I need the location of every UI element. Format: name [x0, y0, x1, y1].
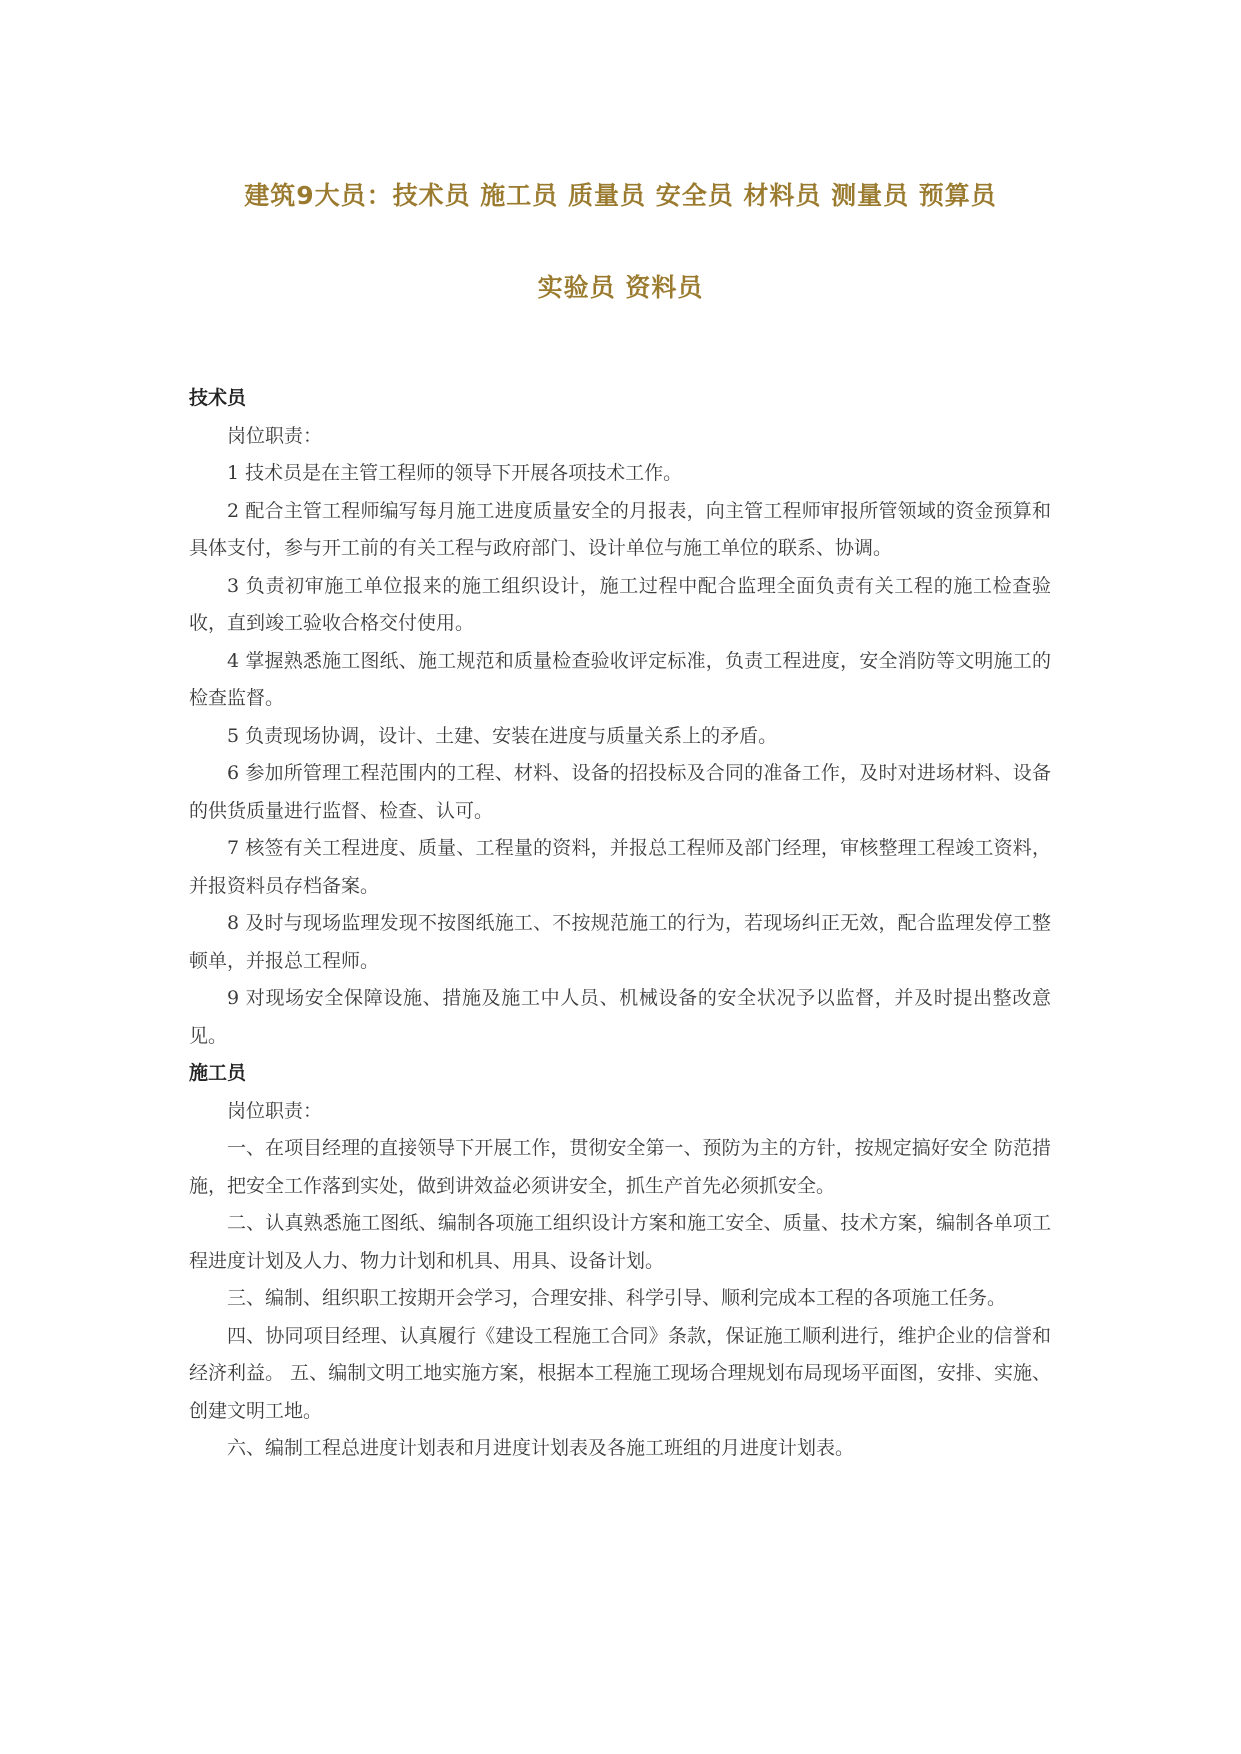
- duty-item: 6 参加所管理工程范围内的工程、材料、设备的招投标及合同的准备工作，及时对进场材料、设备的供货质量进行监督、检查、认可。: [189, 762, 1051, 822]
- section-heading-technician: 技术员: [189, 387, 247, 409]
- duty-item: 4 掌握熟悉施工图纸、施工规范和质量检查验收评定标准，负责工程进度，安全消防等文明施工的检查监督。: [189, 649, 1051, 709]
- section-subheading: 岗位职责：: [227, 1099, 323, 1122]
- title-line-2: 实验员 资料员: [537, 273, 704, 302]
- section-subheading: 岗位职责：: [227, 424, 323, 447]
- duty-item: 5 负责现场协调，设计、土建、安装在进度与质量关系上的矛盾。: [227, 724, 778, 747]
- duty-item: 2 配合主管工程师编写每月施工进度质量安全的月报表，向主管工程师审报所管领域的资金预算和具体支付，参与开工前的有关工程与政府部门、设计单位与施工单位的联系、协调。: [189, 499, 1051, 559]
- document-body: [189, 380, 1051, 1468]
- duty-item: 8 及时与现场监理发现不按图纸施工、不按规范施工的行为，若现场纠正无效，配合监理发停工整顿单，并报总工程师。: [189, 912, 1051, 972]
- section-heading-construction-worker: 施工员: [189, 1062, 247, 1084]
- duty-item: 1 技术员是在主管工程师的领导下开展各项技术工作。: [227, 462, 683, 484]
- document-title: [150, 178, 1091, 362]
- duty-item: 一、在项目经理的直接领导下开展工作，贯彻安全第一、预防为主的方针，按规定搞好安全 防范措施，把安全工作落到实处，做到讲效益必须讲安全，抓生产首先必须抓安全。: [189, 1137, 1051, 1197]
- title-line-1: 建筑9大员：技术员 施工员 质量员 安全员 材料员 测量员 预算员: [244, 181, 997, 210]
- duty-item: 二、认真熟悉施工图纸、编制各项施工组织设计方案和施工安全、质量、技术方案，编制各单项工程进度计划及人力、物力计划和机具、用具、设备计划。: [189, 1212, 1051, 1272]
- duty-item: 3 负责初审施工单位报来的施工组织设计，施工过程中配合监理全面负责有关工程的施工检查验收，直到竣工验收合格交付使用。: [189, 574, 1051, 634]
- duty-item: 7 核签有关工程进度、质量、工程量的资料，并报总工程师及部门经理，审核整理工程竣工资料，并报资料员存档备案。: [189, 837, 1051, 897]
- duty-item: 9 对现场安全保障设施、措施及施工中人员、机械设备的安全状况予以监督，并及时提出整改意见。: [189, 987, 1051, 1047]
- duty-item: 三、编制、组织职工按期开会学习，合理安排、科学引导、顺利完成本工程的各项施工任务。: [227, 1287, 1007, 1309]
- duty-item: 四、协同项目经理、认真履行《建设工程施工合同》条款，保证施工顺利进行，维护企业的信誉和经济利益。 五、编制文明工地实施方案，根据本工程施工现场合理规划布局现场平面图，安排、实施、 创建文明工地。: [189, 1324, 1051, 1422]
- duty-item: 六、编制工程总进度计划表和月进度计划表及各施工班组的月进度计划表。: [227, 1437, 855, 1459]
